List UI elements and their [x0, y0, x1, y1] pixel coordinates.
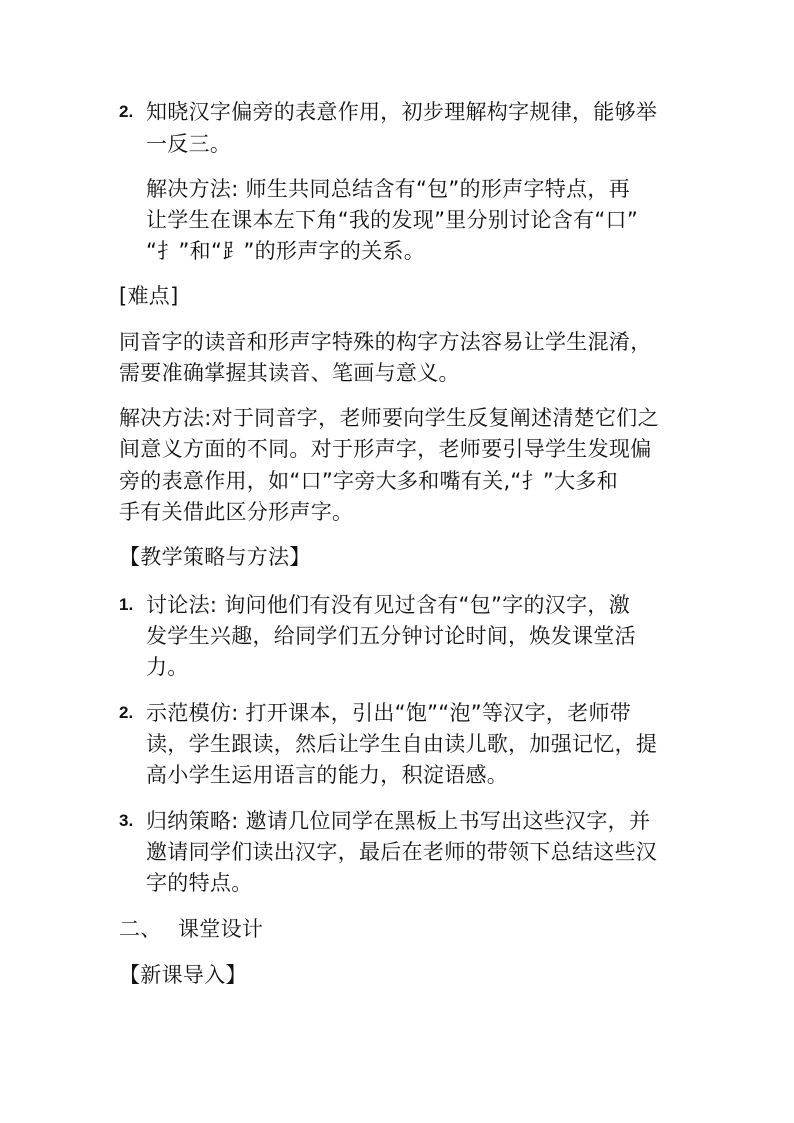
strategy-item-3-line-3: 字的特点。 [146, 871, 253, 895]
difficulty-text-line-2: 需要准确掌握其读音、笔画与意义。 [119, 361, 460, 385]
difficulty-method-line-3: 旁的表意作用，如“口”字旁大多和嘴有关,“扌”大多和 [119, 469, 618, 493]
difficulty-method-line-1: 解决方法:对于同音字，老师要向学生反复阐述清楚它们之 [119, 406, 659, 430]
strategy-item-3-line-2: 邀请同学们读出汉字，最后在老师的带领下总结这些汉 [146, 840, 658, 864]
strategy-item-1-line-2: 发学生兴趣，给同学们五分钟讨论时间，焕发课堂活 [146, 624, 636, 648]
goal2-number: 2. [119, 102, 134, 121]
strategy-heading: 【教学策略与方法】 [119, 545, 311, 569]
goal2-method-line-2: 让学生在课本左下角“我的发现”里分别讨论含有“口” [146, 208, 639, 232]
strategy-item-1-line-3: 力。 [146, 655, 189, 679]
section2-number: 二、 [119, 917, 162, 941]
strategy-item-1-line-1: 讨论法: 询问他们有没有见过含有“包”字的汉字，激 [146, 593, 631, 617]
goal2-method-line-3: “扌”和“⻊”的形声字的关系。 [146, 239, 426, 263]
strategy-item-3-line-1: 归纳策略: 邀请几位同学在黑板上书写出这些汉字，并 [146, 809, 651, 833]
goal2-line-2: 一反三。 [146, 132, 232, 156]
strategy-item-2-number: 2. [119, 703, 134, 722]
strategy-item-1-number: 1. [119, 595, 134, 614]
strategy-item-2-line-2: 读，学生跟读，然后让学生自由读儿歌，加强记忆，提 [146, 732, 658, 756]
strategy-item-3-number: 3. [119, 811, 134, 830]
difficulty-method-line-2: 间意义方面的不同。对于形声字，老师要引导学生发现偏 [119, 437, 652, 461]
difficulty-text-line-1: 同音字的读音和形声字特殊的构字方法容易让学生混淆， [119, 330, 652, 354]
difficulty-heading: [难点] [119, 284, 179, 308]
goal2-line-1: 知晓汉字偏旁的表意作用，初步理解构字规律，能够举 [146, 100, 658, 124]
difficulty-method-line-4: 手有关借此区分形声字。 [119, 500, 354, 524]
strategy-item-2-line-3: 高小学生运用语言的能力，积淀语感。 [146, 763, 509, 787]
section2-title: 课堂设计 [178, 917, 264, 941]
goal2-method-line-1: 解决方法: 师生共同总结含有“包”的形声字特点，再 [146, 177, 631, 201]
strategy-item-2-line-1: 示范模仿: 打开课本，引出“饱”“泡”等汉字，老师带 [146, 701, 632, 725]
new-lesson-heading: 【新课导入】 [119, 963, 247, 987]
